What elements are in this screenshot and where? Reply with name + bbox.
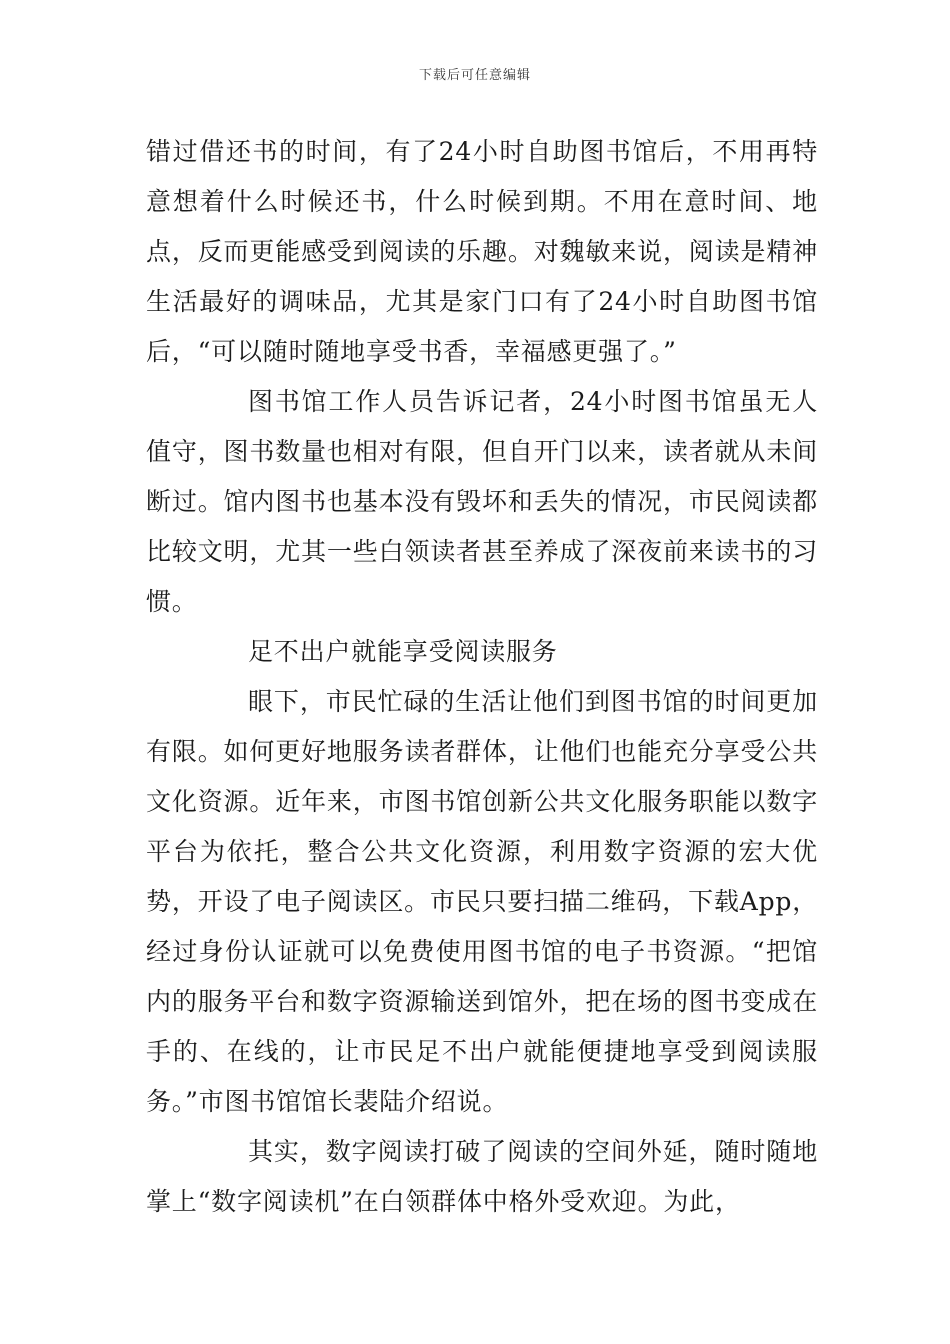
document-body [146, 127, 818, 1227]
page-header: 下载后可任意编辑 [418, 68, 531, 83]
paragraph-staff-statement: 图书馆工作人员告诉记者，24小时图书馆虽无人值守，图书数量也相对有限，但自开门以来，读者就从未间断过。馆内图书也基本没有毁坏和丢失的情况，市民阅读都比较文明，尤其一些白领读者甚至养成了深夜前来读书的习惯。 [146, 387, 818, 616]
paragraph-digital-service: 眼下，市民忙碌的生活让他们到图书馆的时间更加有限。如何更好地服务读者群体，让他们也能充分享受公共文化资源。近年来，市图书馆创新公共文化服务职能以数字平台为依托，整合公共文化资源，利用数字资源的宏大优势，开设了电子阅读区。市民只要扫描二维码，下载App，经过身份认证就可以免费使用图书馆的电子书资源。“把馆内的服务平台和数字资源输送到馆外，把在场的图书变成在手的、在线的，让市民足不出户就能便捷地享受到阅读服务。”市图书馆馆长裴陆介绍说。 [146, 687, 818, 1116]
paragraph-continuation: 错过借还书的时间，有了24小时自助图书馆后，不用再特意想着什么时候还书，什么时候到期。不用在意时间、地点，反而更能感受到阅读的乐趣。对魏敏来说，阅读是精神生活最好的调味品，尤其是家门口有了24小时自助图书馆后，“可以随时随地享受书香，幸福感更强了。” [146, 137, 818, 366]
section-heading: 足不出户就能享受阅读服务 [248, 637, 558, 666]
paragraph-digital-reading: 其实，数字阅读打破了阅读的空间外延，随时随地掌上“数字阅读机”在白领群体中格外受欢迎。为此， [146, 1137, 818, 1216]
